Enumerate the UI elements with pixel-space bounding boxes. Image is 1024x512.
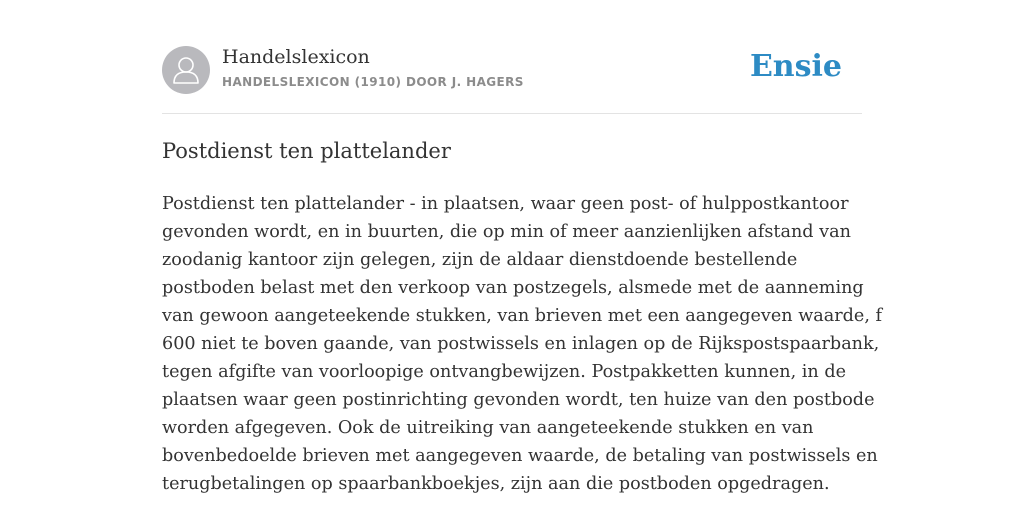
body-line: terugbetalingen op spaarbankboekjes, zijn aan die postboden opgedragen. (162, 474, 830, 494)
body-line: postboden belast met den verkoop van postzegels, alsmede met de aanneming (162, 278, 864, 298)
article-card (162, 0, 883, 512)
body-line: tegen afgifte van voorloopige ontvangbewijzen. Postpakketten kunnen, in de (162, 362, 847, 382)
body-line: gevonden wordt, en in buurten, die op min of meer aanzienlijken afstand van (162, 222, 851, 242)
body-line: plaatsen waar geen postinrichting gevonden wordt, ten huize van den postbode (162, 390, 875, 410)
body-line: Postdienst ten plattelander - in plaatsen, waar geen post- of hulppostkantoor (162, 194, 849, 214)
source-header (162, 46, 862, 96)
brand-logo[interactable]: Ensie (749, 49, 842, 84)
source-subtitle: HANDELSLEXICON (1910) DOOR J. HAGERS (222, 75, 524, 89)
article-body (162, 190, 883, 498)
body-line: zoodanig kantoor zijn gelegen, zijn de aldaar dienstdoende bestellende (162, 250, 798, 270)
source-name[interactable]: Handelslexicon (222, 46, 370, 68)
user-icon (162, 46, 210, 94)
body-line: bovenbedoelde brieven met aangegeven waarde, de betaling van postwissels en (162, 446, 878, 466)
body-line: van gewoon aangeteekende stukken, van brieven met een aangegeven waarde, f (162, 306, 883, 326)
article-title: Postdienst ten plattelander (162, 139, 451, 163)
avatar[interactable] (162, 46, 210, 94)
body-line: 600 niet te boven gaande, van postwissels en inlagen op de Rijkspostspaarbank, (162, 334, 880, 354)
body-line: worden afgegeven. Ook de uitreiking van aangeteekende stukken en van (162, 418, 814, 438)
header-divider (162, 113, 862, 114)
